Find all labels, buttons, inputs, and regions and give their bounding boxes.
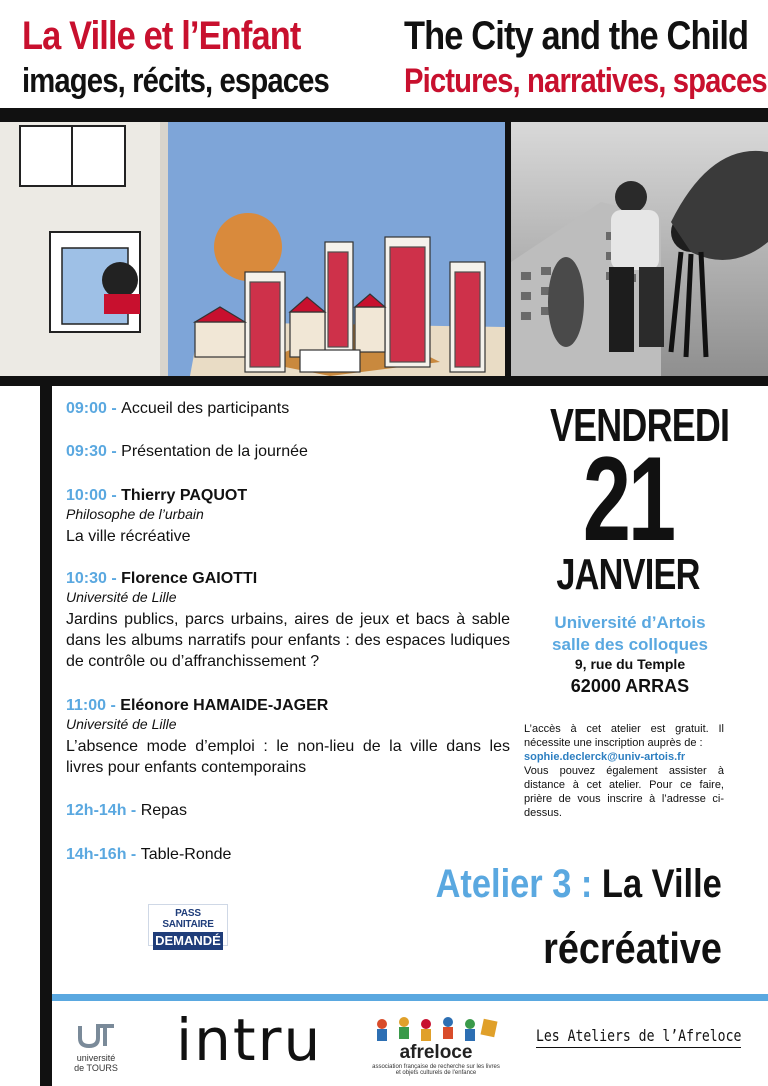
ut-logo-icon [76, 1022, 116, 1048]
program-text: Repas [140, 802, 187, 819]
afreloce-children-icon [372, 1014, 500, 1044]
intru-logo: intru [176, 1006, 323, 1074]
registration-email-link[interactable]: sophie.declerck@univ-artois.fr [524, 751, 686, 763]
speaker-affiliation: Université de Lille [66, 716, 177, 732]
program-time: 12h-14h [66, 802, 127, 819]
program-text: Présentation de la journée [121, 443, 308, 460]
english-subtitle: Pictures, narratives, spaces [404, 62, 767, 100]
program-text: Table-Ronde [140, 846, 232, 863]
event-month: JANVIER [556, 550, 700, 599]
event-day: VENDREDI [550, 399, 730, 451]
left-vertical-bar [40, 380, 52, 1086]
speaker-name: Thierry PAQUOT [121, 487, 248, 504]
venue-street: 9, rue du Temple [574, 656, 686, 672]
french-title: La Ville et l’Enfant [22, 14, 301, 58]
program-item: 10:30 - Florence GAIOTTI Université de Lille Jardins publics, parcs urbains, aires de jeux et bacs à sable dans les albums narratifs pour enfants : des espaces ludiques de contrôle ou d’affranchissement ? [66, 570, 510, 670]
footer-blue-bar [52, 994, 768, 1001]
universite-tours-logo: université de TOURS [66, 1022, 126, 1072]
program-time: 14h-16h [66, 846, 127, 863]
program-item: 12h-14h - Repas [66, 802, 187, 819]
venue-room: salle des colloques [552, 635, 708, 654]
french-subtitle: images, récits, espaces [22, 62, 329, 100]
image-bottom-bar [0, 376, 768, 386]
english-title: The City and the Child [404, 14, 749, 58]
city-illustration [0, 122, 505, 376]
children-photo [511, 122, 768, 376]
talk-title: Jardins publics, parcs urbains, aires de jeux et bacs à sable dans les albums narratifs pour enfants : des espaces ludiques de contrôle ou d’affranchissement ? [66, 611, 510, 670]
program-item: 10:00 - Thierry PAQUOT Philosophe de l’urbain La ville récréative [66, 486, 516, 547]
venue-city: 62000 ARRAS [570, 676, 690, 696]
program-item: 09:00 - Accueil des participants [66, 400, 290, 417]
speaker-affiliation: Université de Lille [66, 589, 177, 605]
pass-sanitaire-badge: PASS SANITAIRE DEMANDÉ [148, 904, 228, 946]
program-time: 10:30 [66, 570, 107, 587]
program-time: 09:00 [66, 400, 107, 417]
program-time: 10:00 [66, 487, 107, 504]
event-date-number: 21 [582, 432, 674, 566]
ateliers-afreloce-logo: Les Ateliers de l’Afreloce [536, 1026, 741, 1048]
talk-title: L’absence mode d’emploi : le non-lieu de la ville dans les livres pour enfants contemporains [66, 738, 510, 776]
speaker-name: Eléonore HAMAIDE-JAGER [120, 697, 329, 714]
atelier-label: Atelier 3 : [435, 862, 593, 906]
program-time: 09:30 [66, 443, 107, 460]
venue-university: Université d’Artois salle des colloques [520, 612, 740, 656]
program-text: Accueil des participants [121, 400, 290, 417]
registration-note: L’accès à cet atelier est gratuit. Il nécessite une inscription auprès de : sophie.declerck@univ-artois.fr Vous pouvez également assister à distance à cet atelier. Pour ce faire, prière de vous inscrire à l’adresse ci-dessus. [524, 723, 724, 819]
talk-title: La ville récréative [66, 528, 191, 545]
program-item: 09:30 - Présentation de la journée [66, 443, 308, 460]
program-item: 11:00 - Eléonore HAMAIDE-JAGER Université de Lille L’absence mode d’emploi : le non-lieu de la ville dans les livres pour enfants contemporains [66, 697, 510, 776]
image-divider [505, 122, 511, 380]
atelier-title-line2: récréative [543, 924, 722, 973]
speaker-name: Florence GAIOTTI [121, 570, 258, 587]
atelier-title: Atelier 3 : La Ville [435, 862, 722, 906]
afreloce-logo: afreloce association française de recherche sur les livres et objets culturels de l'enfance [372, 1014, 500, 1076]
program-item: 14h-16h - Table-Ronde [66, 846, 232, 863]
program-time: 11:00 [66, 697, 107, 714]
top-divider-bar [0, 108, 768, 122]
speaker-affiliation: Philosophe de l’urbain [66, 506, 204, 522]
